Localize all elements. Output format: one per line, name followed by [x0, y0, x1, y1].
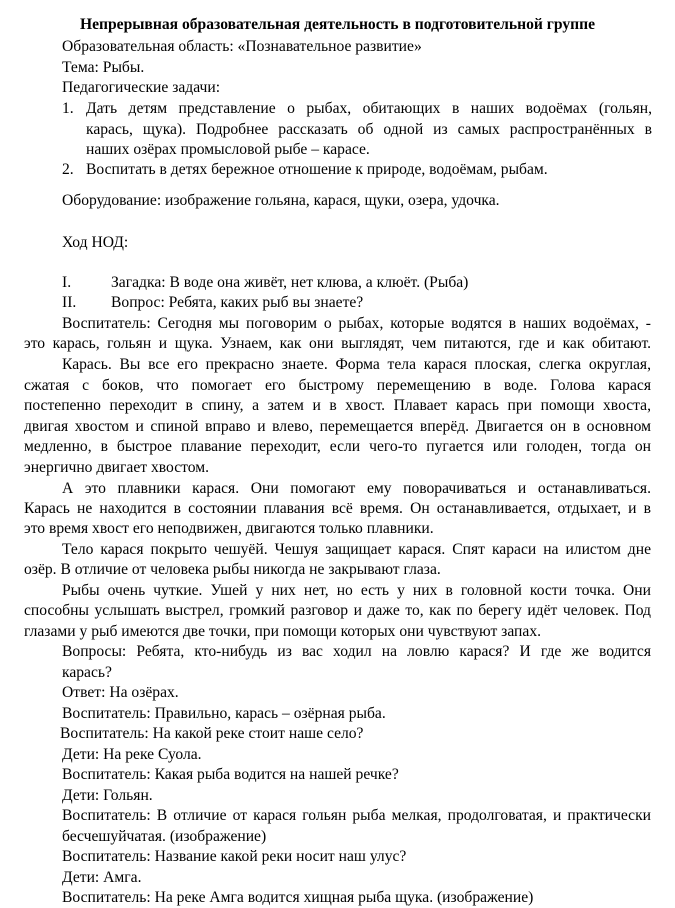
dialogue-line: Воспитатель: На реке Амга водится хищная рыба щука. (изображение): [62, 889, 534, 906]
paragraph-line: это карась, гольян и щука. Узнаем, как они выглядят, чем питаются, где и как обитают.: [24, 335, 651, 352]
dialogue-line: Воспитатель: Какая рыба водится на нашей речке?: [62, 766, 399, 783]
dialogue-line: Дети: На реке Суола.: [62, 746, 202, 763]
paragraph-line: сжатая с боков, что помогает его быстрому перемещению в воде. Голова карася: [24, 377, 651, 394]
dialogue-line: Ответ: На озёрах.: [62, 684, 179, 701]
dialogue-line: бесчешуйчатая. (изображение): [62, 828, 267, 845]
theme-line: Тема: Рыбы.: [62, 59, 145, 76]
roman-number: II.: [62, 294, 77, 311]
task-text-line: карась, щука). Подробнее рассказать об одной из самых распространённых в: [86, 121, 652, 138]
paragraph-line: Вопросы: Ребята, кто-нибудь из вас ходил на ловлю карася? И где же водится: [62, 643, 651, 660]
paragraph-line: озёр. В отличие от человека рыбы никогда не закрывают глаза.: [24, 561, 441, 578]
paragraph-line: постепенно переходит в спину, а затем и в хвост. Плавает карась при помощи хвоста,: [24, 397, 651, 414]
paragraph-line: А это плавники карася. Они помогают ему поворачиваться и останавливаться.: [62, 480, 651, 497]
paragraph-line: Тело карася покрыто чешуёй. Чешуя защищает карася. Спят караси на илистом дне: [62, 541, 651, 558]
paragraph-line: глазами у рыб имеются две точки, при помощи которых они чувствуют запах.: [24, 623, 542, 640]
paragraph-line: двигая хвостом и спиной вправо и влево, перемещается вперёд. Двигается он в основном: [24, 418, 651, 435]
dialogue-line: Дети: Амга.: [62, 869, 142, 886]
dialogue-line: Воспитатель: Название какой реки носит наш улус?: [62, 848, 407, 865]
riddle-text: Загадка: В воде она живёт, нет клюва, а клюёт. (Рыба): [111, 274, 469, 291]
task-number: 2.: [62, 161, 74, 178]
equipment-line: Оборудование: изображение гольяна, карася, щуки, озера, удочка.: [62, 192, 500, 209]
course-item-1: [0, 273, 675, 293]
paragraph-line: Карась не находится в состоянии плавания всё время. Он останавливается, отдыхает, и в: [24, 500, 651, 517]
course-item-2: [0, 293, 675, 313]
task-item-2: [0, 160, 675, 180]
task-text-line: Дать детям представление о рыбах, обитающих в наших водоёмах (гольян,: [86, 100, 652, 117]
roman-number: I.: [62, 274, 72, 291]
dialogue-line: Дети: Гольян.: [62, 787, 153, 804]
paragraph-line: Рыбы очень чуткие. Ушей у них нет, но есть у них в головной кости точка. Они: [62, 582, 651, 599]
dialogue-line: Воспитатель: Правильно, карась – озёрная рыба.: [62, 705, 386, 722]
task-item-1: [0, 99, 675, 119]
course-heading: Ход НОД:: [62, 234, 129, 251]
task-text-line: Воспитать в детях бережное отношение к природе, водоёмам, рыбам.: [86, 161, 548, 178]
tasks-heading: Педагогические задачи:: [62, 79, 221, 96]
paragraph-line: карась?: [62, 664, 112, 681]
paragraph-line: медленно, в быстрое плавание переходит, если чего-то пугается или голоден, тогда он: [24, 438, 651, 455]
task-number: 1.: [62, 100, 74, 117]
dialogue-line: Воспитатель: На какой реке стоит наше село?: [60, 725, 364, 742]
paragraph-line: это время хвост его неподвижен, двигаются только плавники.: [24, 520, 434, 537]
paragraph-line: Воспитатель: Сегодня мы поговорим о рыбах, которые водятся в наших водоёмах, -: [62, 315, 651, 332]
paragraph-line: энергично двигает хвостом.: [24, 459, 210, 476]
question-text: Вопрос: Ребята, каких рыб вы знаете?: [111, 294, 364, 311]
paragraph-line: Карась. Вы все его прекрасно знаете. Форма тела карася плоская, слегка округлая,: [62, 356, 651, 373]
paragraph-line: способны услышать выстрел, громкий разговор и даже то, как по берегу идёт человек. Под: [24, 602, 651, 619]
task-item-1-cont: [0, 120, 675, 140]
educational-area: Образовательная область: «Познавательное развитие»: [62, 38, 422, 55]
dialogue-line: Воспитатель: В отличие от карася гольян рыба мелкая, продолговатая, и практически: [62, 807, 651, 824]
document-title: Непрерывная образовательная деятельность в подготовительной группе: [79, 16, 596, 33]
task-text-line: наших озёрах промысловой рыбе – карасе.: [86, 141, 370, 158]
